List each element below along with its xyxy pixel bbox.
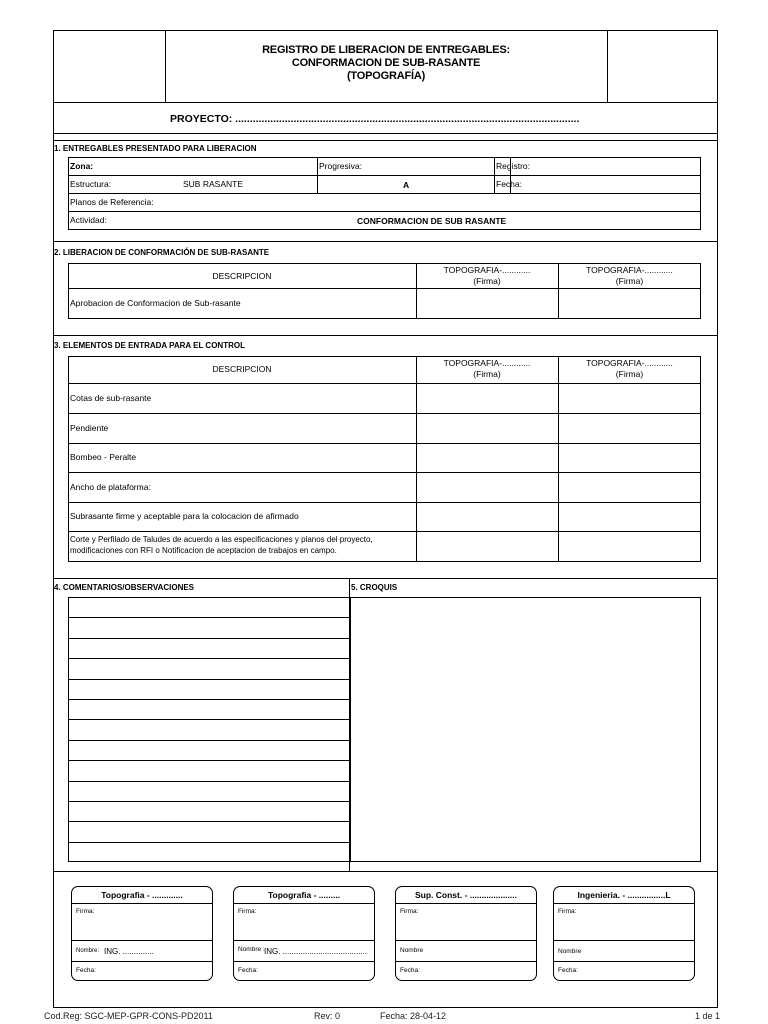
signature-head-line [234,903,374,904]
s2-topo1-header [416,265,558,287]
s3-col-line [558,356,559,562]
s3-row-line [68,472,701,473]
s3-row-line [68,443,701,444]
form-title [165,44,607,83]
s3-row-corte-2: modificaciones con RFI o Notificacion de aceptacion de trabajos en campo. [70,546,337,555]
s3-row-line [68,502,701,503]
signature-line [396,961,536,962]
s3-col-line [416,356,417,562]
s2-topo2-firma: (Firma) [615,276,644,286]
footer-code: Cod.Reg: SGC-MEP-GPR-CONS-PD2011 [44,1011,213,1021]
s1-row-line [68,193,701,194]
signature-line [72,961,212,962]
s3-row-bombeo: Bombeo - Peralte [70,452,137,462]
s2-topo1-firma: (Firma) [473,276,501,286]
zona-label: Zona: [70,161,94,171]
signature-firma-label: Firma: [558,908,577,915]
signature-line [554,961,694,962]
section-2-bottom-line [53,335,718,336]
comment-line [68,719,350,720]
s3-row-pendiente: Pendiente [70,423,109,433]
section-1-bottom-line [53,241,718,242]
s2-topo1-title: TOPOGRAFIA-............ [443,265,531,275]
comment-line [68,801,350,802]
croquis-box [350,597,701,862]
s2-row-aprobacion: Aprobacion de Conformacion de Sub-rasante [70,298,241,308]
title-line-3: (TOPOGRAFÍA) [346,70,426,82]
s1-col-line [494,157,495,193]
signature-nombre-label: Nombre: [76,948,100,954]
footer-fecha: Fecha: 28-04-12 [380,1011,447,1021]
signature-nombre-value: ING. .............. [104,947,154,956]
signature-line [554,940,694,941]
comments-lines-box [68,597,350,862]
signature-box-ingenieria [553,886,695,981]
s2-desc-header: DESCRIPCION [212,271,272,281]
title-line-2: CONFORMACION DE SUB-RASANTE [291,57,481,69]
signature-nombre-label: Nombre [400,947,424,954]
signature-fecha-label: Fecha: [400,967,420,974]
signature-box-topografia-2 [233,886,375,981]
s3-row-line [68,413,701,414]
estructura-label: Estructura: [70,179,112,189]
comment-line [68,658,350,659]
s3-row-ancho: Ancho de plataforma: [70,482,151,492]
s2-topo2-header [558,265,701,287]
s3-topo2-title: TOPOGRAFIA-............ [586,358,673,368]
signature-fecha-label: Fecha: [76,967,96,974]
signature-head-line [554,903,694,904]
s3-topo2-firma: (Firma) [615,369,644,379]
s1-row-line [68,175,701,176]
project-bottom-line-1 [53,133,718,134]
signature-nombre-value: ING. ...................................... [264,947,368,956]
section-2-title: 2. LIBERACION DE CONFORMACIÓN DE SUB-RASANTE [54,248,270,257]
section-4-bottom-line [53,871,718,872]
estructura-value: SUB RASANTE [183,179,243,189]
signature-head: Sup. Const. - .................... [414,890,517,900]
comment-line [68,638,350,639]
comment-line [68,842,350,843]
s1-row-line [68,211,701,212]
actividad-label: Actividad: [70,215,107,225]
signature-fecha-label: Fecha: [238,967,258,974]
signature-nombre-label: Nombre : [238,946,265,953]
signature-firma-label: Firma: [238,908,257,915]
section-5-title: 5. CROQUIS [351,583,398,592]
footer-rev: Rev: 0 [314,1011,341,1021]
s3-topo1-header [416,358,558,380]
signature-box-topografia-1 [71,886,213,981]
signature-head-line [396,903,536,904]
signature-head: Topografia - ............. [101,890,183,900]
s3-topo1-firma: (Firma) [473,369,501,379]
s3-topo2-header [558,358,701,380]
s2-topo2-title: TOPOGRAFIA-............ [586,265,673,275]
signature-fecha-label: Fecha: [558,967,578,974]
fecha-label: Fecha: [496,179,522,189]
a-value: A [403,180,410,190]
comment-line [68,781,350,782]
comment-line [68,821,350,822]
s3-row-corte-1: Corte y Perfilado de Taludes de acuerdo a las especificaciones y planos del proyecto, [70,535,373,544]
section-4-title: 4. COMENTARIOS/OBSERVACIONES [54,583,195,592]
comment-line [68,679,350,680]
comment-line [68,740,350,741]
signature-nombre-label: Nombre [558,948,582,955]
project-bottom-line-2 [53,140,718,141]
section-3-bottom-line [53,578,718,579]
signature-head: Ingenieria. - ................L [577,890,671,900]
header-bottom-line [53,102,718,103]
signature-line [234,940,374,941]
s3-desc-header: DESCRIPCION [212,364,272,374]
signature-line [72,940,212,941]
progresiva-label: Progresiva: [319,161,362,171]
registro-label: Registro: [496,161,531,171]
signature-firma-label: Firma: [76,908,95,915]
signature-box-sup-const [395,886,537,981]
s2-row-line [68,288,701,289]
comment-line [68,617,350,618]
signature-firma-label: Firma: [400,908,419,915]
signature-line [396,940,536,941]
section-3-title: 3. ELEMENTOS DE ENTRADA PARA EL CONTROL [54,341,245,350]
signature-line [234,961,374,962]
signature-head-line [72,903,212,904]
footer-page: 1 de 1 [695,1011,721,1021]
s3-row-subrasante: Subrasante firme y aceptable para la colocacion de afirmado [70,511,299,521]
s1-col-line [317,157,318,193]
s3-row-line [68,531,701,532]
planos-label: Planos de Referencia: [70,197,154,207]
comment-line [68,699,350,700]
header-divider-right [607,30,608,102]
s3-topo1-title: TOPOGRAFIA-............ [443,358,531,368]
section-1-title: 1. ENTREGABLES PRESENTADO PARA LIBERACION [54,144,257,153]
s3-row-line [68,383,701,384]
s3-row-cotas: Cotas de sub-rasante [70,393,152,403]
project-label: PROYECTO: ...................................................................................................................... [170,113,580,125]
comment-line [68,760,350,761]
title-line-1: REGISTRO DE LIBERACION DE ENTREGABLES: [262,44,510,56]
signature-head: Topografia - ......... [267,890,341,900]
actividad-value: CONFORMACION DE SUB RASANTE [357,216,507,226]
